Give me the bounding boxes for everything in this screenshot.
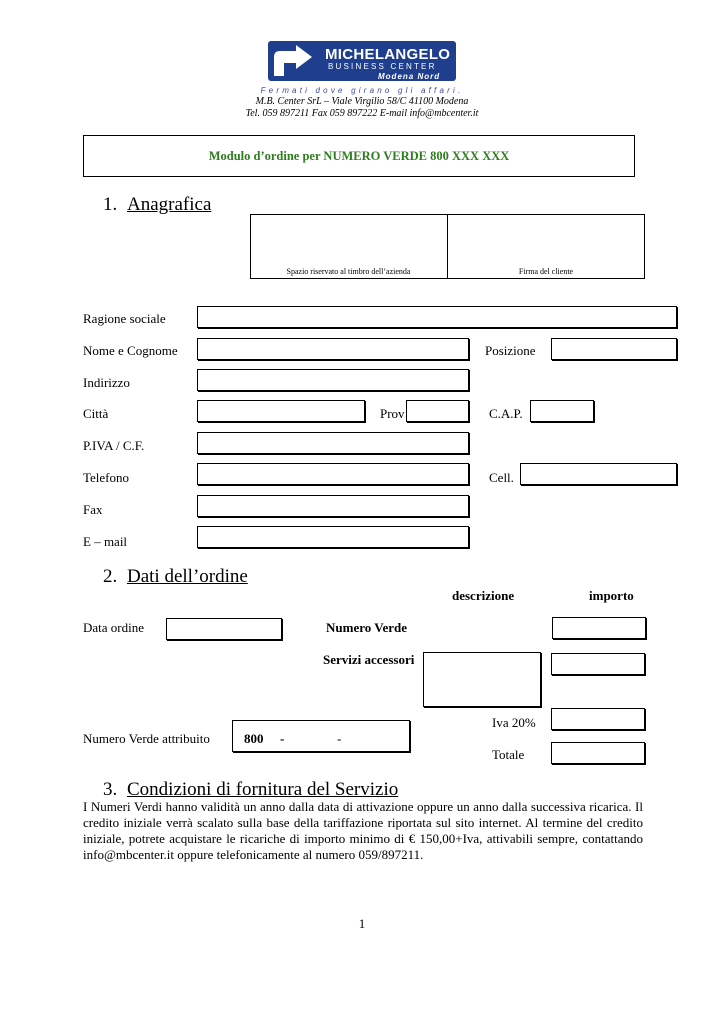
tagline: Fermati dove girano gli affari. — [260, 86, 464, 95]
ragione-sociale-field[interactable] — [197, 306, 677, 328]
iva-field[interactable] — [551, 708, 645, 730]
servizi-accessori-importo-field[interactable] — [551, 653, 645, 675]
numero-attribuito-label: Numero Verde attribuito — [83, 731, 210, 746]
cell-label: Cell. — [489, 470, 514, 485]
prov-label: Prov — [380, 406, 405, 421]
company-address: M.B. Center SrL – Viale Virgilio 58/C 41100 Modena — [255, 96, 469, 107]
page-number: 1 — [358, 916, 366, 931]
company-contacts: Tel. 059 897211 Fax 059 897222 E-mail info@mbcenter.it — [245, 108, 479, 119]
form-title: Modulo d’ordine per NUMERO VERDE 800 XXX XXX — [208, 149, 510, 163]
numero-verde-importo-field[interactable] — [552, 617, 646, 639]
logo-name: MICHELANGELO — [325, 46, 451, 63]
posizione-label: Posizione — [485, 343, 536, 358]
cell-field[interactable] — [520, 463, 677, 485]
data-ordine-field[interactable] — [166, 618, 282, 640]
prov-field[interactable] — [406, 400, 469, 422]
fax-label: Fax — [83, 502, 103, 517]
data-ordine-label: Data ordine — [83, 620, 145, 635]
email-field[interactable] — [197, 526, 469, 548]
stamp-area-label: Spazio riservato al timbro dell’azienda — [286, 267, 411, 276]
fax-field[interactable] — [197, 495, 469, 517]
nome-cognome-label: Nome e Cognome — [83, 343, 178, 358]
iva-label: Iva 20% — [492, 715, 536, 730]
cap-label: C.A.P. — [489, 406, 523, 421]
section-number: 3. — [103, 779, 118, 800]
numero-prefix: 800 — [244, 731, 264, 746]
section-heading-condizioni — [103, 779, 398, 801]
numero-dash-2: - — [337, 731, 342, 746]
citta-field[interactable] — [197, 400, 365, 422]
section-number: 1. — [103, 194, 118, 215]
section-heading-dati-ordine — [103, 566, 248, 588]
citta-label: Città — [83, 406, 109, 421]
section-title: Dati dell’ordine — [127, 566, 248, 587]
importo-header: importo — [589, 588, 634, 603]
telefono-field[interactable] — [197, 463, 469, 485]
telefono-label: Telefono — [83, 470, 130, 485]
section-heading-anagrafica — [103, 194, 211, 216]
email-label: E – mail — [83, 534, 128, 549]
totale-label: Totale — [492, 747, 525, 762]
section-title: Anagrafica — [127, 194, 212, 215]
piva-label: P.IVA / C.F. — [83, 438, 145, 453]
ragione-sociale-label: Ragione sociale — [83, 311, 166, 326]
nome-cognome-field[interactable] — [197, 338, 469, 360]
numero-verde-label: Numero Verde — [326, 620, 408, 635]
condizioni-text: I Numeri Verdi hanno validità un anno dalla data di attivazione oppure un anno dalla successiva ricarica. Il credito iniziale verrà scalato sulla base della tariffazione riportata sul sito internet. Al termine del credito iniziale, potrete acquistare le ricariche di importo minimo di € 150,00+Iva, attivabili sempre, contattando info@mbcenter.it oppure telefonicamente al numero 059/897211. — [83, 799, 643, 862]
indirizzo-label: Indirizzo — [83, 375, 130, 390]
section-number: 2. — [103, 566, 118, 587]
indirizzo-field[interactable] — [197, 369, 469, 391]
piva-field[interactable] — [197, 432, 469, 454]
totale-field[interactable] — [551, 742, 645, 764]
logo-subtitle: BUSINESS CENTER — [328, 62, 437, 71]
descrizione-header: descrizione — [452, 588, 515, 603]
arrow-logo-icon — [270, 43, 316, 79]
numero-dash-1: - — [280, 731, 285, 746]
servizi-accessori-label: Servizi accessori — [323, 652, 415, 667]
cap-field[interactable] — [530, 400, 594, 422]
logo-region: Modena Nord — [378, 72, 441, 81]
servizi-accessori-descrizione-field[interactable] — [423, 652, 541, 707]
section-title: Condizioni di fornitura del Servizio — [127, 779, 399, 800]
posizione-field[interactable] — [551, 338, 677, 360]
signature-area-label: Firma del cliente — [518, 267, 574, 276]
